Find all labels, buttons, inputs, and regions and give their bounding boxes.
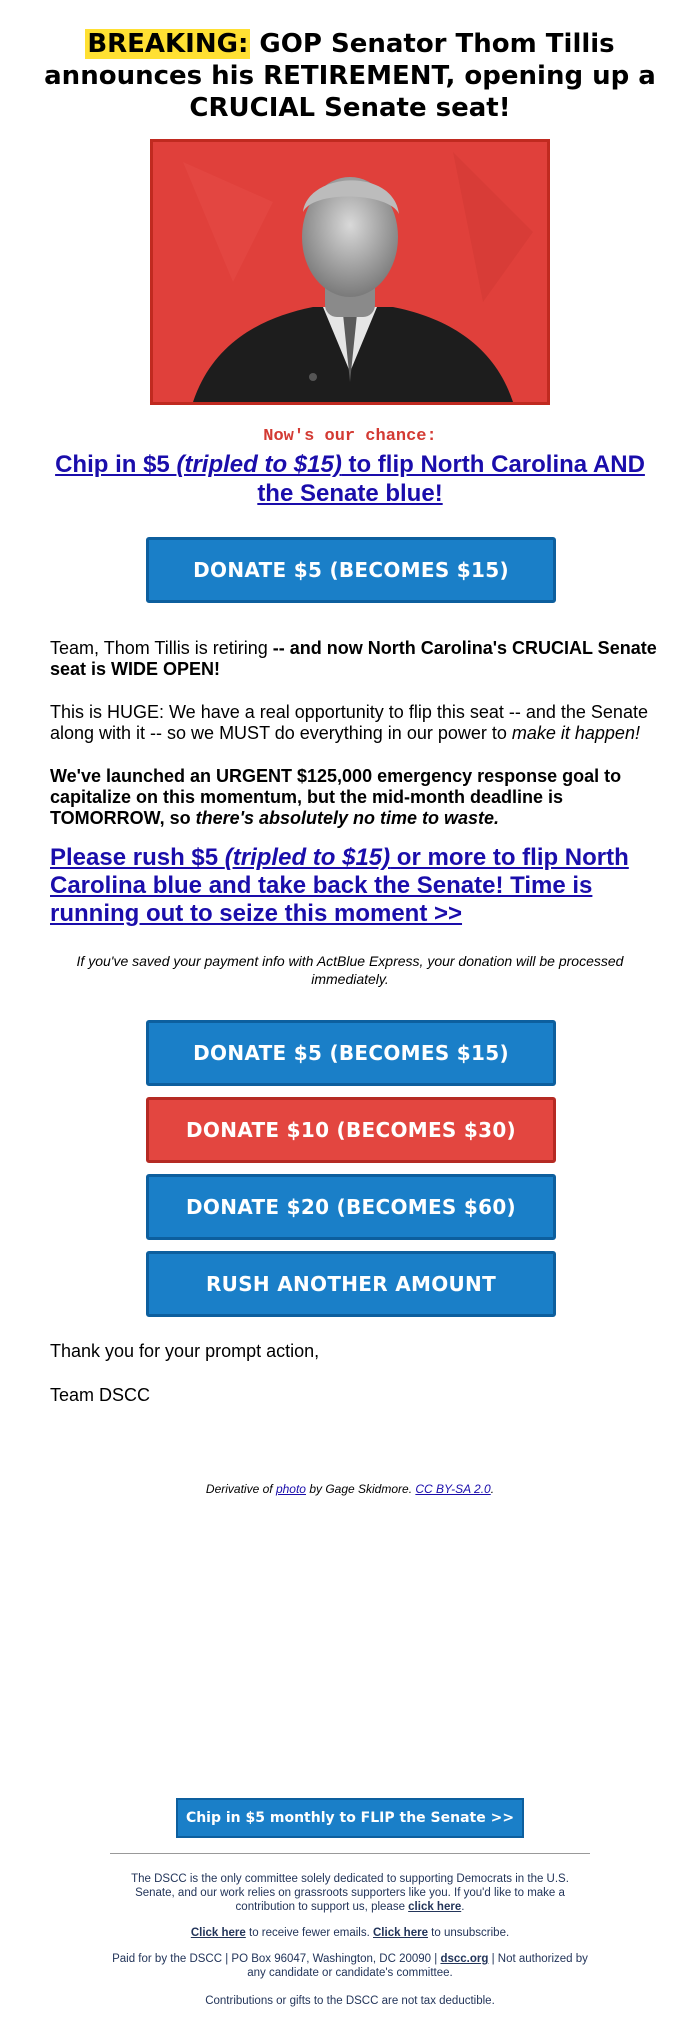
- p1-bold: -- and now North Carolina's CRUCIAL Senate seat is WIDE OPEN!: [50, 638, 657, 679]
- headline-text: GOP Senator Thom Tillis announces his RETIREMENT, opening up a CRUCIAL Senate seat!: [44, 29, 656, 123]
- headline: [40, 28, 660, 124]
- p3-bold: We've launched an URGENT $125,000 emergency response goal to capitalize on this momentum, but the mid-month deadline is TOMORROW, so: [50, 766, 622, 828]
- chip-in-link[interactable]: [40, 450, 660, 508]
- credit-pre: Derivative of: [205, 1482, 276, 1496]
- photo-link[interactable]: photo: [275, 1482, 306, 1496]
- monthly-donate-button[interactable]: Chip in $5 monthly to FLIP the Senate >>: [176, 1798, 524, 1838]
- contribute-link[interactable]: click here: [408, 1901, 462, 1913]
- footer-divider: [110, 1853, 590, 1854]
- paid-text: Paid for by the DSCC | PO Box 96047, Washington, DC 20090 |: [112, 1953, 441, 1965]
- footer-about-text: The DSCC is the only committee solely dedicated to supporting Democrats in the U.S. Senate, and our work relies on grassroots supporters like you. If you'd like to make a contribution to support us, please: [131, 1873, 569, 1913]
- breaking-tag: BREAKING:: [87, 29, 249, 59]
- unsub-text: to unsubscribe.: [427, 1927, 510, 1939]
- footer-tax-note: Contributions or gifts to the DSCC are not tax deductible.: [205, 1995, 495, 2007]
- dscc-site-link[interactable]: dscc.org: [440, 1953, 489, 1965]
- chip-in-tripled: (tripled to $15): [176, 451, 342, 478]
- footer-email-prefs: [110, 1926, 590, 1940]
- rush-link[interactable]: [50, 844, 660, 928]
- paragraph-urgent: [50, 766, 660, 829]
- rush-part2: or more to flip North Carolina blue and take back the Senate! Time is running out to seize this moment >>: [50, 844, 629, 927]
- signoff-team: Team DSCC: [50, 1385, 151, 1405]
- rush-part1: Please rush $5: [50, 844, 225, 871]
- p2-italic: make it happen!: [511, 723, 640, 743]
- license-link[interactable]: CC BY-SA 2.0: [415, 1482, 491, 1496]
- signoff-thanks: Thank you for your prompt action,: [50, 1341, 320, 1361]
- photo-credit: [0, 1482, 700, 1496]
- p3-bolditalic: there's absolutely no time to waste.: [195, 808, 500, 828]
- paragraph-huge: [50, 702, 660, 744]
- donate-5-top-button[interactable]: DONATE $5 (BECOMES $15): [146, 537, 556, 603]
- paragraph-retiring: [50, 638, 660, 680]
- donate-10-button[interactable]: DONATE $10 (BECOMES $30): [146, 1097, 556, 1163]
- footer-paid-for: [110, 1952, 590, 1980]
- actblue-express-note: If you've saved your payment info with ActBlue Express, your donation will be processed immediately.: [76, 953, 624, 987]
- paid-end: | Not authorized by any candidate or candidate's committee.: [247, 1953, 588, 1979]
- donate-5-button[interactable]: DONATE $5 (BECOMES $15): [146, 1020, 556, 1086]
- donate-20-button[interactable]: DONATE $20 (BECOMES $60): [146, 1174, 556, 1240]
- unsubscribe-link[interactable]: Click here: [373, 1927, 428, 1939]
- portrait-illustration: [153, 142, 547, 402]
- rush-tripled: (tripled to $15): [224, 844, 391, 871]
- fewer-emails-link[interactable]: Click here: [190, 1927, 246, 1939]
- p1-normal: Team, Thom Tillis is retiring: [50, 638, 273, 658]
- chip-in-part2: to flip North Carolina AND the Senate blue!: [257, 451, 645, 507]
- chance-label: Now's our chance:: [263, 427, 437, 446]
- chip-in-part1: Chip in $5: [55, 451, 177, 478]
- p2-normal: This is HUGE: We have a real opportunity to flip this seat -- and the Senate along with it -- so we MUST do everything in our power to: [50, 702, 648, 743]
- credit-post: .: [490, 1482, 495, 1496]
- credit-mid: by Gage Skidmore.: [305, 1482, 416, 1496]
- senator-photo[interactable]: [150, 139, 550, 405]
- rush-another-amount-button[interactable]: RUSH ANOTHER AMOUNT: [146, 1251, 556, 1317]
- fewer-text: to receive fewer emails.: [245, 1927, 373, 1939]
- footer-about: [110, 1872, 590, 1914]
- footer-about-end: .: [461, 1901, 465, 1913]
